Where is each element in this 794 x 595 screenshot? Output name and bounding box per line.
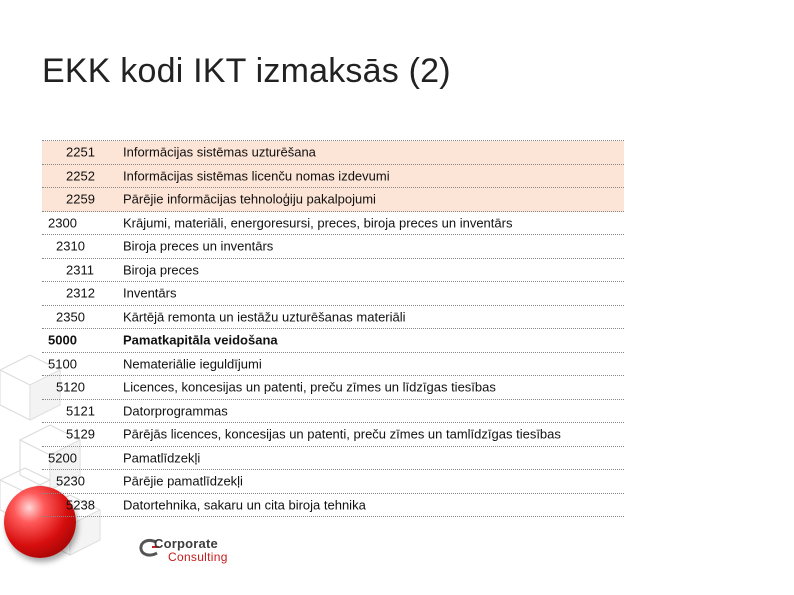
row-code: 5230 [56, 473, 85, 489]
table-row [42, 141, 624, 165]
row-code: 2310 [56, 238, 85, 254]
row-code: 2311 [66, 262, 94, 278]
row-description: Informācijas sistēmas licenču nomas izdevumi [123, 168, 390, 184]
row-code: 5120 [56, 379, 85, 395]
row-description: Pārējie informācijas tehnoloģiju pakalpojumi [123, 191, 376, 207]
row-code: 2251 [66, 144, 95, 160]
table-row [42, 235, 624, 259]
row-code: 5238 [66, 497, 95, 513]
row-description: Pārējās licences, koncesijas un patenti, preču zīmes un tamlīdzīgas tiesības [123, 426, 561, 442]
row-code: 5000 [48, 332, 77, 348]
row-description: Datortehnika, sakaru un cita biroja tehnika [123, 497, 366, 513]
row-description: Informācijas sistēmas uzturēšana [123, 144, 316, 160]
row-code: 5121 [66, 403, 95, 419]
logo-text-corporate: Corporate [154, 536, 218, 551]
row-description: Pamatlīdzekļi [123, 450, 201, 466]
row-description: Datorprogrammas [123, 403, 228, 419]
row-code: 2252 [66, 168, 95, 184]
table-row [42, 259, 624, 283]
row-code: 5100 [48, 356, 77, 372]
row-description: Pārējie pamatlīdzekļi [123, 473, 243, 489]
table-row [42, 329, 624, 353]
corporate-consulting-logo [138, 536, 248, 564]
ekk-codes-table [42, 140, 624, 517]
row-code: 5200 [48, 450, 77, 466]
row-description: Biroja preces [123, 262, 199, 278]
table-row [42, 470, 624, 494]
row-code: 2259 [66, 191, 95, 207]
table-row [42, 400, 624, 424]
table-row [42, 165, 624, 189]
slide-title: EKK kodi IKT izmaksās (2) [42, 52, 451, 90]
logo-text-consulting: Consulting [168, 550, 228, 564]
row-code: 5129 [66, 426, 95, 442]
row-description: Biroja preces un inventārs [123, 238, 274, 254]
row-description: Kārtējā remonta un iestāžu uzturēšanas materiāli [123, 309, 406, 325]
row-description: Nemateriālie ieguldījumi [123, 356, 262, 372]
row-code: 2300 [48, 215, 77, 231]
row-code: 2312 [66, 285, 95, 301]
table-row [42, 188, 624, 212]
table-row [42, 494, 624, 518]
row-description: Krājumi, materiāli, energoresursi, preces, biroja preces un inventārs [123, 215, 513, 231]
row-description: Inventārs [123, 285, 177, 301]
row-description: Pamatkapitāla veidošana [123, 332, 278, 348]
row-code: 2350 [56, 309, 85, 325]
table-row [42, 282, 624, 306]
table-row [42, 212, 624, 236]
table-row [42, 306, 624, 330]
table-row [42, 353, 624, 377]
table-row [42, 376, 624, 400]
table-row [42, 447, 624, 471]
row-description: Licences, koncesijas un patenti, preču zīmes un līdzīgas tiesības [123, 379, 496, 395]
table-row [42, 423, 624, 447]
